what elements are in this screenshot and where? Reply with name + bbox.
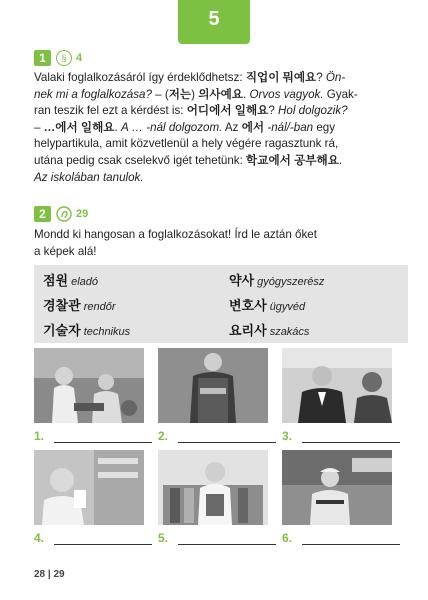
vocab-hungarian: eladó xyxy=(71,276,99,288)
answer-number: 4. xyxy=(34,531,45,545)
text-run: …에서 일해요 xyxy=(43,120,115,134)
text-line xyxy=(34,170,404,187)
text-run: helypartikula, amit közvetlenül a hely végére ragasztunk rá, xyxy=(34,137,339,151)
answer-number: 5. xyxy=(158,531,169,545)
text-run: – ( xyxy=(151,87,169,101)
text-line xyxy=(34,153,404,170)
text-run: Orvos vagyok. xyxy=(249,87,324,101)
text-run: ? xyxy=(268,104,279,118)
text-line xyxy=(34,70,404,87)
vocab-korean: 기술자 xyxy=(43,323,81,338)
text-run: a képek alá! xyxy=(34,244,97,258)
text-run: Ön- xyxy=(325,71,346,84)
section-1-header xyxy=(34,50,82,66)
chapter-tab xyxy=(178,0,250,44)
answer-underline xyxy=(178,432,276,443)
chef-photo xyxy=(158,348,268,423)
audio-track-number: 29 xyxy=(76,208,89,220)
grammar-reference-number: 4 xyxy=(76,52,83,64)
text-run: utána pedig csak cselekvő igét tehetünk: xyxy=(34,153,247,167)
text-run: Az xyxy=(222,120,242,134)
vocab-item xyxy=(43,320,130,339)
vocab-hungarian: rendőr xyxy=(83,301,116,313)
text-line xyxy=(34,244,404,261)
text-run: egy xyxy=(313,120,336,134)
audio-ear-icon xyxy=(56,206,72,222)
answer-line-5[interactable] xyxy=(158,529,276,545)
text-run: – xyxy=(34,120,44,134)
vocab-item xyxy=(43,295,115,314)
page-number: 28 | 29 xyxy=(34,569,65,580)
text-run: A … -nál dolgozom. xyxy=(120,120,223,134)
text-run: ? xyxy=(316,71,326,84)
text-run: 학교에서 공부해요 xyxy=(246,153,339,167)
answer-line-3[interactable] xyxy=(282,427,400,443)
text-line xyxy=(34,103,404,120)
vocab-korean: 점원 xyxy=(43,273,69,288)
answer-line-2[interactable] xyxy=(158,427,276,443)
answer-number: 1. xyxy=(34,429,45,443)
text-run: Gyak- xyxy=(323,87,358,101)
text-run: . xyxy=(114,120,121,134)
vocab-hungarian: gyógyszerész xyxy=(257,276,325,288)
vocab-item xyxy=(43,270,98,289)
text-run: Hol dolgozik? xyxy=(278,104,348,118)
shop-assistant-photo xyxy=(158,450,268,525)
answer-number: 6. xyxy=(282,531,293,545)
text-line xyxy=(34,120,404,137)
text-run: nek mi a foglalkozása? xyxy=(34,87,152,101)
text-line xyxy=(34,136,404,153)
answer-number: 2. xyxy=(158,429,169,443)
vocab-hungarian: ügyvéd xyxy=(269,301,306,313)
answer-line-1[interactable] xyxy=(34,427,152,443)
text-run: . xyxy=(243,87,250,101)
lawyer-photo xyxy=(282,348,392,423)
text-run: 직업이 뭐예요 xyxy=(245,71,317,84)
vocab-item xyxy=(229,295,305,314)
vocab-korean: 요리사 xyxy=(229,323,267,338)
grammar-reference-icon: § xyxy=(56,50,72,66)
answer-line-4[interactable] xyxy=(34,529,152,545)
text-run: 의사예요 xyxy=(198,87,244,101)
technician-photo xyxy=(34,348,144,423)
answer-underline xyxy=(54,432,152,443)
vocab-hungarian: szakács xyxy=(269,326,310,338)
text-line xyxy=(34,227,404,244)
vocab-item xyxy=(229,320,309,339)
section-1-text xyxy=(34,70,404,186)
text-line xyxy=(34,87,404,104)
vocab-korean: 경찰관 xyxy=(43,298,81,313)
vocab-korean: 변호사 xyxy=(229,298,267,313)
text-run: . xyxy=(338,153,343,167)
answer-underline xyxy=(302,432,400,443)
text-run: Valaki foglalkozásáról így érdeklődhetsz: xyxy=(34,71,246,84)
pharmacist-photo xyxy=(34,450,144,525)
chapter-number: 5 xyxy=(208,8,220,30)
section-2-badge: 2 xyxy=(34,206,51,222)
text-run: 에서 xyxy=(241,120,265,134)
text-run: 어디에서 일해요 xyxy=(186,104,269,118)
answer-number: 3. xyxy=(282,429,293,443)
text-run: ) xyxy=(191,87,199,101)
text-run: 저는 xyxy=(168,87,192,101)
answer-underline xyxy=(54,534,152,545)
text-run: ran teszik fel ezt a kérdést is: xyxy=(34,104,187,118)
section-1-badge: 1 xyxy=(34,50,51,66)
police-officer-photo xyxy=(282,450,392,525)
vocabulary-box xyxy=(34,265,408,343)
text-run: Mondd ki hangosan a foglalkozásokat! Írd le aztán őket xyxy=(34,228,317,241)
text-run: Az iskolában tanulok. xyxy=(34,170,144,184)
vocab-hungarian: technikus xyxy=(83,326,131,338)
answer-underline xyxy=(302,534,400,545)
answer-line-6[interactable] xyxy=(282,529,400,545)
section-2-header xyxy=(34,206,88,222)
vocab-item xyxy=(229,270,324,289)
vocab-korean: 약사 xyxy=(229,273,255,288)
section-2-text xyxy=(34,227,404,260)
text-run: -nál/-ban xyxy=(267,120,314,134)
answer-underline xyxy=(178,534,276,545)
